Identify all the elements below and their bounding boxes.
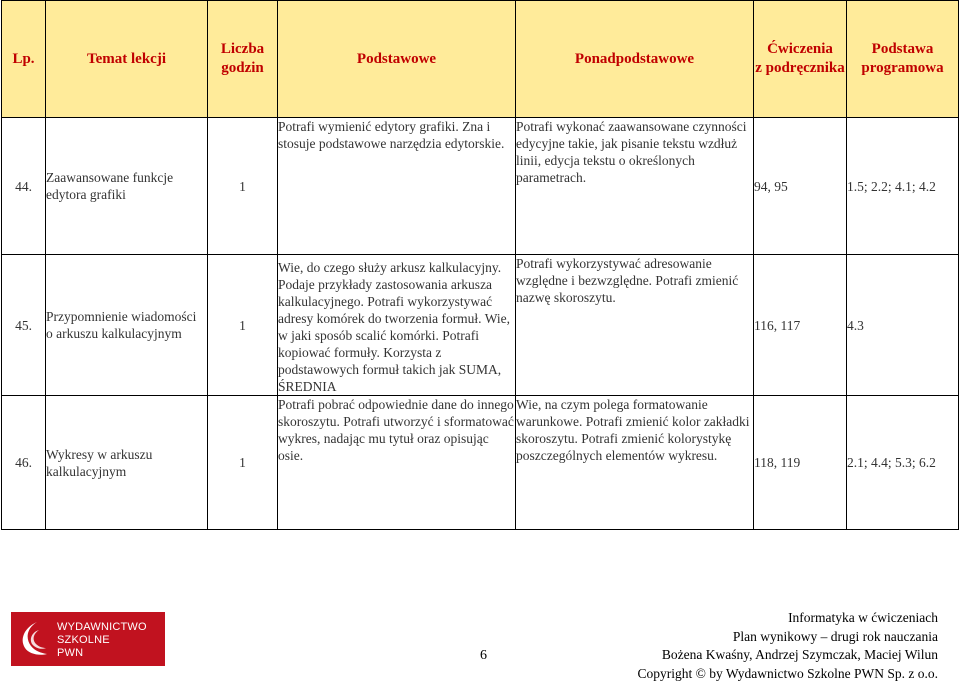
header-lp: Lp. [2,1,46,118]
table-row [2,255,959,396]
lesson-topic-line1: Przypomnienie wiadomości [46,309,196,324]
pwn-swoosh-icon [21,620,49,658]
lesson-hours: 1 [208,396,278,530]
textbook-exercises: 116, 117 [754,255,847,396]
header-liczba-line2: godzin [221,60,264,76]
table-row [2,118,959,255]
page-number: 6 [480,648,487,664]
curriculum-basis: 2.1; 4.4; 5.3; 6.2 [847,396,959,530]
header-podstawa-line2: programowa [861,60,943,76]
basic-requirements: Potrafi wymienić edytory grafiki. Zna i stosuje podstawowe narzędzia edytorskie. [278,118,516,255]
header-podstawa-line1: Podstawa [872,41,934,57]
header-cwiczenia-line1: Ćwiczenia [767,41,833,57]
lesson-plan-table [1,0,959,530]
table-row [2,396,959,530]
lesson-topic-line2: edytora grafiki [46,187,126,202]
credit-authors: Bożena Kwaśny, Andrzej Szymczak, Maciej Wilun [637,646,938,665]
credit-title: Informatyka w ćwiczeniach [637,609,938,628]
credit-copyright: Copyright © by Wydawnictwo Szkolne PWN Sp. z o.o. [637,665,938,683]
header-liczba-line1: Liczba [221,41,264,57]
row-number: 46. [2,396,46,530]
logo-line3: PWN [57,647,147,660]
lesson-topic-line2: kalkulacyjnym [46,464,126,479]
curriculum-basis: 1.5; 2.2; 4.1; 4.2 [847,118,959,255]
logo-line1: WYDAWNICTWO [57,621,147,634]
row-number: 44. [2,118,46,255]
header-row [2,1,959,118]
header-ponadpodstawowe: Ponadpodstawowe [516,1,754,118]
textbook-exercises: 118, 119 [754,396,847,530]
basic-requirements: Wie, do czego służy arkusz kalkulacyjny. Podaje przykłady zastosowania arkusza kalkulacyjnego. Potrafi wykorzystywać adresy komórek do tworzenia formuł. Wie, w jaki sposób scalić komórki. Potrafi kopiować formuły. Korzysta z podstawowych formuł takich jak SUMA, ŚREDNIA [278,255,516,396]
advanced-requirements: Potrafi wykonać zaawansowane czynności edycyjne takie, jak pisanie tekstu wzdłuż linii, edycja tekstu o określonych parametrach. [516,118,754,255]
advanced-requirements: Potrafi wykorzystywać adresowanie względne i bezwzględne. Potrafi zmienić nazwę skoroszytu. [516,255,754,396]
lesson-topic-line1: Zaawansowane funkcje [46,170,173,185]
logo-text [57,621,147,660]
lesson-topic [46,396,208,530]
header-cwiczenia-line2: z podręcznika [755,60,845,76]
lesson-hours: 1 [208,118,278,255]
header-podstawa-programowa [847,1,959,118]
header-podstawowe: Podstawowe [278,1,516,118]
textbook-exercises: 94, 95 [754,118,847,255]
lesson-topic [46,255,208,396]
publisher-logo [11,612,165,666]
lesson-topic [46,118,208,255]
lesson-topic-line1: Wykresy w arkuszu [46,447,152,462]
header-temat: Temat lekcji [46,1,208,118]
lesson-hours: 1 [208,255,278,396]
basic-requirements: Potrafi pobrać odpowiednie dane do innego skoroszytu. Potrafi utworzyć i sformatować wykres, nadając mu tytuł oraz opisując osie. [278,396,516,530]
footer-credits [637,609,938,683]
credit-subtitle: Plan wynikowy – drugi rok nauczania [637,628,938,647]
logo-line2: SZKOLNE [57,634,147,647]
lesson-topic-line2: o arkuszu kalkulacyjnym [46,326,182,341]
header-liczba-godzin [208,1,278,118]
row-number: 45. [2,255,46,396]
curriculum-basis: 4.3 [847,255,959,396]
header-cwiczenia [754,1,847,118]
advanced-requirements: Wie, na czym polega formatowanie warunkowe. Potrafi zmienić kolor zakładki skoroszytu. Potrafi zmienić kolorystykę poszczególnych elementów wykresu. [516,396,754,530]
